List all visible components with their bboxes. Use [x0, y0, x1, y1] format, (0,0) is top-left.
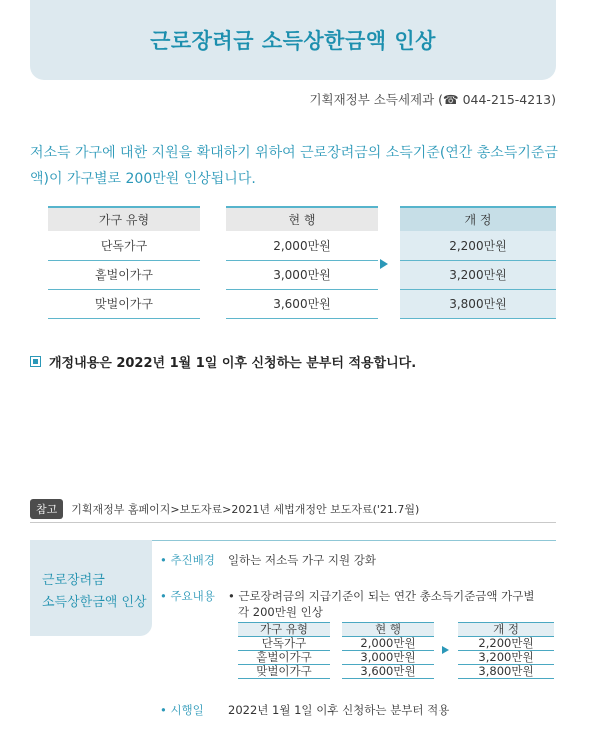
- divider: [30, 522, 556, 523]
- background-label: • 추진배경: [160, 553, 215, 567]
- note: [30, 352, 416, 371]
- cell-type: 맞벌이가구: [48, 289, 200, 318]
- header-household-type: 가구 유형: [238, 623, 330, 637]
- header-revised: 개 정: [458, 623, 554, 637]
- content-line2: 각 200만원 인상: [238, 605, 323, 619]
- header-current: 현 행: [226, 207, 378, 231]
- divider: [152, 540, 556, 541]
- cell-revised: 3,200만원: [458, 651, 554, 665]
- header-current: 현 행: [342, 623, 434, 637]
- cell-current: 3,000만원: [342, 651, 434, 665]
- cell-type: 홑벌이가구: [238, 651, 330, 665]
- department-contact: 기획재정부 소득세제과 (☎ 044-215-4213): [309, 92, 556, 107]
- cell-revised: 2,200만원: [400, 231, 556, 260]
- header-household-type: 가구 유형: [48, 207, 200, 231]
- table-row: [48, 260, 378, 289]
- effective-text: 2022년 1월 1일 이후 신청하는 분부터 적용: [228, 703, 450, 717]
- table-row: [48, 231, 378, 260]
- cell-type: 맞벌이가구: [238, 665, 330, 679]
- cell-type: 단독가구: [48, 231, 200, 260]
- reference-badge: 참고: [30, 499, 63, 519]
- cell-revised: 2,200만원: [458, 637, 554, 651]
- cell-current: 3,600만원: [226, 289, 378, 318]
- lead-paragraph: 저소득 가구에 대한 지원을 확대하기 위하여 근로장려금의 소득기준(연간 총소득기준금액)이 가구별로 200만원 인상됩니다.: [30, 145, 558, 187]
- title-banner: [30, 0, 556, 80]
- cell-revised: 3,800만원: [458, 665, 554, 679]
- comparison-table-revised: [400, 206, 556, 319]
- table-row: [238, 665, 434, 679]
- comparison-table-current: [48, 206, 378, 319]
- note-text: 개정내용은 2022년 1월 1일 이후 신청하는 분부터 적용합니다.: [49, 356, 417, 371]
- cell-type: 단독가구: [238, 637, 330, 651]
- table-row: [48, 289, 378, 318]
- summary-label-box: [30, 540, 152, 636]
- table-row: [238, 651, 434, 665]
- content-label: • 주요내용: [160, 589, 215, 603]
- cell-current: 2,000만원: [342, 637, 434, 651]
- reference-line: [30, 499, 419, 519]
- cell-current: 2,000만원: [226, 231, 378, 260]
- mini-table-revised: [458, 622, 554, 679]
- content-line1: • 근로장려금의 지급기준이 되는 연간 총소득기준금액 가구별: [228, 589, 535, 603]
- square-bullet-icon: [30, 356, 41, 367]
- arrow-right-icon: [442, 646, 449, 654]
- cell-current: 3,000만원: [226, 260, 378, 289]
- mini-table-current: [238, 622, 434, 679]
- cell-current: 3,600만원: [342, 665, 434, 679]
- table-row: [238, 637, 434, 651]
- summary-box-line1: 근로장려금: [42, 573, 105, 588]
- arrow-right-icon: [380, 259, 388, 269]
- header-revised: 개 정: [400, 207, 556, 231]
- cell-type: 홑벌이가구: [48, 260, 200, 289]
- cell-revised: 3,200만원: [400, 260, 556, 289]
- effective-label: • 시행일: [160, 703, 204, 717]
- summary-box-line2: 소득상한금액 인상: [42, 595, 147, 610]
- background-text: 일하는 저소득 가구 지원 강화: [228, 553, 376, 567]
- cell-revised: 3,800만원: [400, 289, 556, 318]
- page-title: 근로장려금 소득상한금액 인상: [150, 29, 436, 53]
- reference-source: 기획재정부 홈페이지>보도자료>2021년 세법개정안 보도자료('21.7월): [71, 503, 420, 516]
